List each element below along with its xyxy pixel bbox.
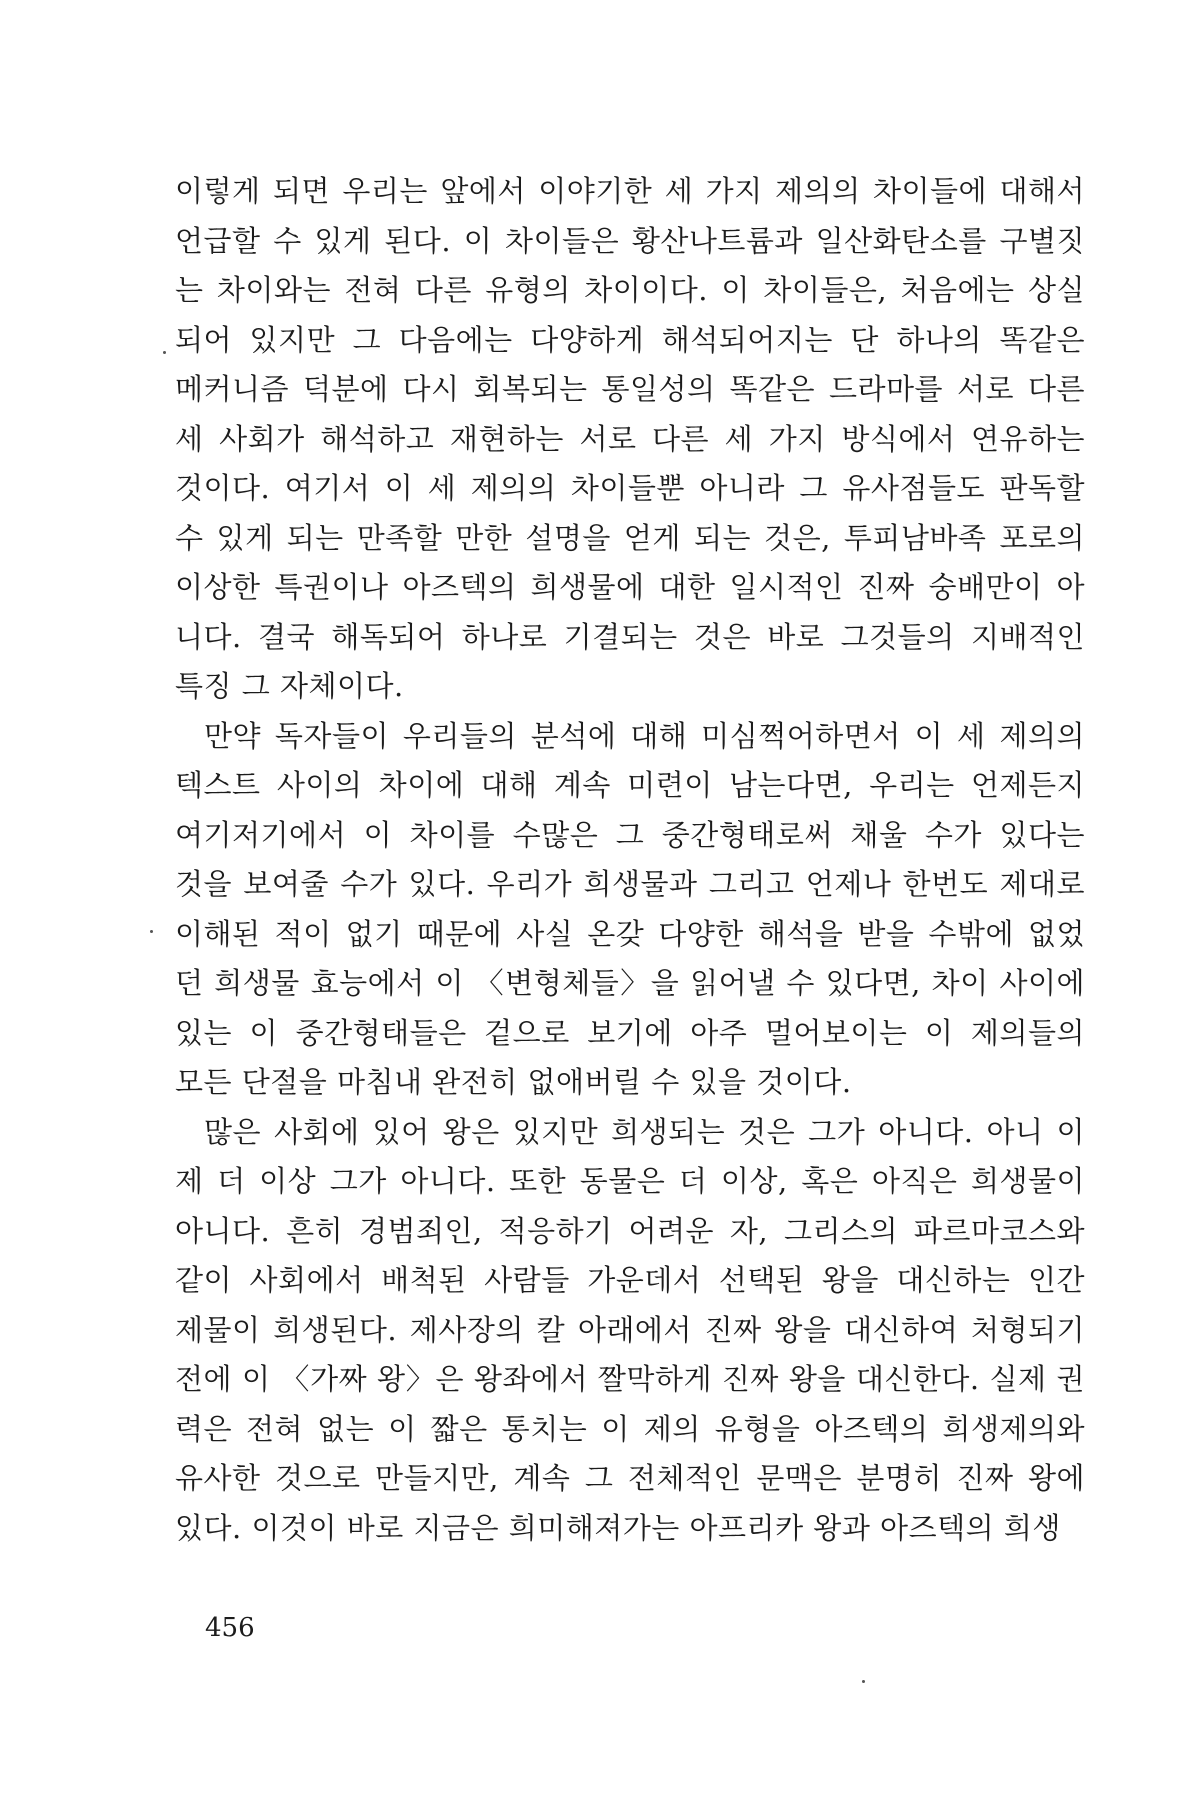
- text-line: 특징 그 자체이다.: [175, 669, 404, 703]
- text-line: 언급할 수 있게 된다. 이 차이들은 황산나트륨과 일산화탄소를 구별짓: [175, 223, 1085, 258]
- text-line: 수 있게 되는 만족할 만한 설명을 얻게 되는 것은, 투피남바족 포로의: [175, 520, 1085, 555]
- text-line: 것을 보여줄 수가 있다. 우리가 희생물과 그리고 언제나 한번도 제대로: [175, 867, 1085, 901]
- paragraph: [175, 167, 1085, 712]
- text-line: 력은 전혀 없는 이 짧은 통치는 이 제의 유형을 아즈텍의 희생제의와: [175, 1411, 1085, 1446]
- text-line: 여기저기에서 이 차이를 수많은 그 중간형태로써 채울 수가 있다는: [175, 817, 1085, 852]
- text-line: 많은 사회에 있어 왕은 있지만 희생되는 것은 그가 아니다. 아니 이: [204, 1114, 1085, 1149]
- text-line: 유사한 것으로 만들지만, 계속 그 전체적인 문맥은 분명히 진짜 왕에: [175, 1461, 1085, 1495]
- text-line: 니다. 결국 해독되어 하나로 기결되는 것은 바로 그것들의 지배적인: [175, 619, 1085, 654]
- text-line: 모든 단절을 마침내 완전히 없애버릴 수 있을 것이다.: [175, 1065, 852, 1099]
- text-line: 세 사회가 해석하고 재현하는 서로 다른 세 가지 방식에서 연유하는: [175, 421, 1085, 456]
- text-line: 이상한 특권이나 아즈텍의 희생물에 대한 일시적인 진짜 숭배만이 아: [175, 570, 1085, 604]
- text-line: 메커니즘 덕분에 다시 회복되는 통일성의 똑같은 드라마를 서로 다른: [175, 372, 1085, 406]
- text-line: 이렇게 되면 우리는 앞에서 이야기한 세 가지 제의의 차이들에 대해서: [175, 174, 1085, 208]
- text-line: 제 더 이상 그가 아니다. 또한 동물은 더 이상, 혹은 아직은 희생물이: [175, 1164, 1085, 1198]
- text-line: 텍스트 사이의 차이에 대해 계속 미련이 남는다면, 우리는 언제든지: [175, 768, 1085, 802]
- text-line: 는 차이와는 전혀 다른 유형의 차이이다. 이 차이들은, 처음에는 상실: [175, 273, 1085, 307]
- page-number: 456: [205, 1613, 255, 1643]
- text-line: 전에 이 〈가짜 왕〉은 왕좌에서 짤막하게 진짜 왕을 대신한다. 실제 권: [175, 1362, 1085, 1396]
- text-line: 이해된 적이 없기 때문에 사실 온갖 다양한 해석을 받을 수밖에 없었: [175, 916, 1085, 951]
- scan-speck: [862, 1680, 865, 1683]
- text-line: 되어 있지만 그 다음에는 다양하게 해석되어지는 단 하나의 똑같은: [175, 322, 1085, 357]
- text-line: 같이 사회에서 배척된 사람들 가운데서 선택된 왕을 대신하는 인간: [175, 1263, 1085, 1297]
- text-line: 있다. 이것이 바로 지금은 희미해져가는 아프리카 왕과 아즈텍의 희생: [175, 1510, 1061, 1545]
- text-line: 있는 이 중간형태들은 겉으로 보기에 아주 멀어보이는 이 제의들의: [175, 1015, 1085, 1050]
- text-line: 아니다. 흔히 경범죄인, 적응하기 어려운 자, 그리스의 파르마코스와: [175, 1213, 1085, 1248]
- scan-speck: [163, 351, 166, 354]
- paragraph: [175, 712, 1085, 1108]
- text-line: 만약 독자들이 우리들의 분석에 대해 미심쩍어하면서 이 세 제의의: [204, 718, 1085, 753]
- body-text: [175, 167, 1085, 1553]
- text-line: 던 희생물 효능에서 이 〈변형체들〉을 읽어낼 수 있다면, 차이 사이에: [175, 966, 1085, 1000]
- paragraph: [175, 1108, 1085, 1554]
- scan-speck: [150, 930, 153, 933]
- text-line: 제물이 희생된다. 제사장의 칼 아래에서 진짜 왕을 대신하여 처형되기: [175, 1312, 1085, 1347]
- text-line: 것이다. 여기서 이 세 제의의 차이들뿐 아니라 그 유사점들도 판독할: [175, 471, 1085, 505]
